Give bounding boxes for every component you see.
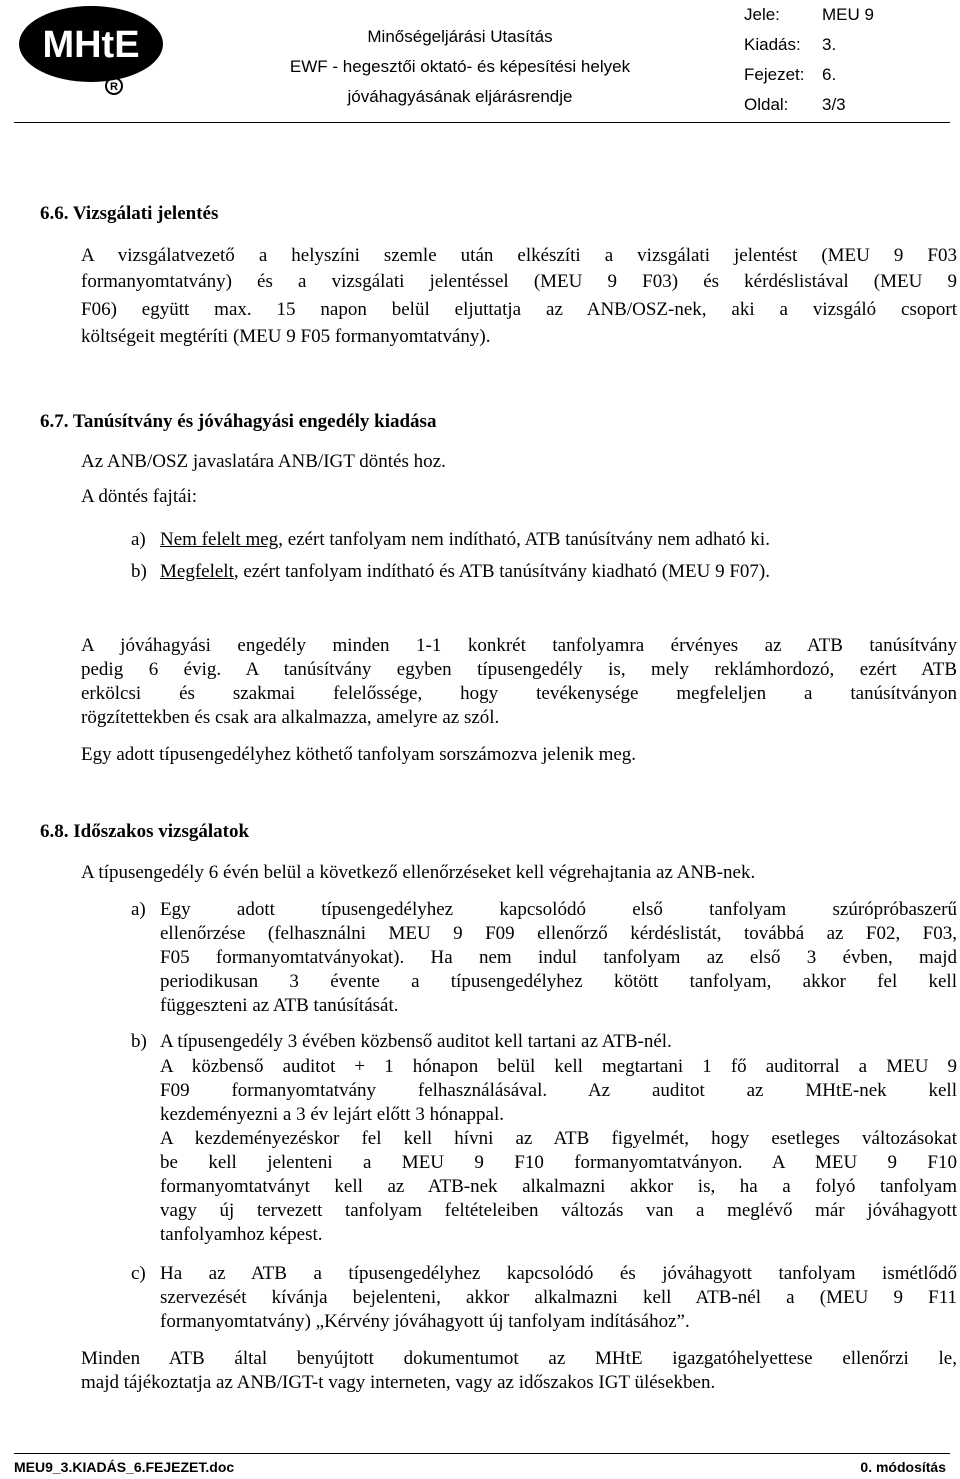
document-meta (744, 0, 874, 120)
list-item-line: tanfolyamhoz képest. (160, 1224, 323, 1245)
list-item-line: A kezdeményezéskor fel kell hívni az ATB figyelmét, hogy esetleges változásokat (160, 1128, 957, 1149)
title-line: EWF - hegesztői oktató- és képesítési helyek (289, 57, 631, 76)
list-item-line: formanyomtatvány) „Kérvény jóváhagyott új tanfolyam indításához”. (160, 1311, 690, 1332)
list-item-line: A közbenső auditot + 1 hónapon belül kell megtartani 1 fő auditorral a MEU 9 (160, 1056, 957, 1077)
paragraph-line: A típusengedély 6 évén belül a következő ellenőrzéseket kell végrehajtania az ANB-nek. (81, 862, 756, 883)
footer-revision: 0. módosítás (860, 1459, 946, 1475)
list-item-text: , ezért tanfolyam indítható és ATB tanúsítvány kiadható (MEU 9 F07). (233, 561, 770, 582)
meta-label: Jele: (744, 5, 780, 24)
paragraph-line: A vizsgálatvezető a helyszíni szemle után elkészíti a vizsgálati jelentést (MEU 9 F03 (81, 245, 957, 266)
meta-value: MEU 9 (822, 5, 874, 24)
list-label: c) (131, 1263, 146, 1284)
paragraph-line: rögzítettekben és csak ara alkalmazza, amelyre az szól. (81, 707, 500, 728)
paragraph-line: Minden ATB által benyújtott dokumentumot az MHtE igazgatóhelyettese ellenőrzi le, (81, 1348, 957, 1369)
list-item-line: formanyomtatványt kell az ATB-nek alkalmazni akkor is, ha a folyó tanfolyam (160, 1176, 957, 1197)
list-label: a) (131, 529, 146, 550)
underlined-text: Nem felelt meg (160, 529, 279, 550)
list-label: a) (131, 899, 146, 920)
list-item-line: kezdeményezni a 3 év lejárt előtt 3 hónappal. (160, 1104, 504, 1125)
meta-value: 6. (822, 65, 837, 84)
paragraph-line: pedig 6 évig. A tanúsítvány egyben típusengedély is, mely reklámhordozó, ezért ATB (81, 659, 957, 680)
list-item-line: Ha az ATB a típusengedélyhez kapcsolódó és jóváhagyott tanfolyam ismétlődő (160, 1263, 957, 1284)
list-label: b) (131, 561, 147, 582)
header-divider (14, 122, 950, 123)
document-title (250, 22, 670, 112)
section-heading-6-8: 6.8. Időszakos vizsgálatok (40, 821, 250, 842)
title-line: Minőségeljárási Utasítás (367, 27, 553, 46)
list-label: b) (131, 1031, 147, 1052)
svg-text:R: R (110, 81, 118, 93)
title-line: jóváhagyásának eljárásrendje (347, 87, 573, 106)
paragraph-line: Az ANB/OSZ javaslatára ANB/IGT döntés hoz. (81, 451, 446, 472)
paragraph-line: A döntés fajtái: (81, 486, 198, 507)
list-item-line: vagy új tervezett tanfolyam feltételeiben változás van a meglévő már jóváhagyott (160, 1200, 957, 1221)
footer-filename: MEU9_3.KIADÁS_6.FEJEZET.doc (14, 1459, 235, 1475)
list-item-text: , ezért tanfolyam nem indítható, ATB tanúsítvány nem adható ki. (278, 529, 770, 550)
list-item-line: F09 formanyomtatvány felhasználásával. Az auditot az MHtE-nek kell (160, 1080, 957, 1101)
meta-label: Fejezet: (744, 65, 805, 84)
svg-text:MHtE: MHtE (42, 24, 140, 66)
paragraph-line: erkölcsi és szakmai felelőssége, hogy tevékenysége megfeleljen a tanúsítványon (81, 683, 957, 704)
section-heading-6-7: 6.7. Tanúsítvány és jóváhagyási engedély kiadása (40, 411, 437, 432)
meta-label: Oldal: (744, 95, 789, 114)
list-item-line: F05 formanyomtatványokat). Ha nem indul tanfolyam az első 3 évben, majd (160, 947, 957, 968)
page-header (0, 0, 960, 124)
footer-divider (14, 1453, 950, 1454)
list-item-line: A típusengedély 3 évében közbenső auditot kell tartani az ATB-nél. (160, 1031, 672, 1052)
list-item-line: periodikusan 3 évente a típusengedélyhez kötött tanfolyam, akkor fel kell (160, 971, 957, 992)
list-item-line: ellenőrzése (felhasználni MEU 9 F09 ellenőrző kérdéslistát, továbbá az F02, F03, (160, 923, 957, 944)
paragraph-line: A jóváhagyási engedély minden 1-1 konkrét tanfolyamra érvényes az ATB tanúsítvány (81, 635, 957, 656)
paragraph-line: F06) együtt max. 15 napon belül eljuttatja az ANB/OSZ-nek, aki a vizsgáló csoport (81, 299, 957, 320)
mhte-logo (16, 4, 166, 96)
underlined-text: Megfelelt (160, 561, 234, 582)
meta-value: 3. (822, 35, 837, 54)
list-item (160, 560, 770, 584)
meta-value: 3/3 (822, 95, 846, 114)
paragraph-line: Egy adott típusengedélyhez köthető tanfolyam sorszámozva jelenik meg. (81, 744, 637, 765)
section-heading-6-6: 6.6. Vizsgálati jelentés (40, 203, 219, 224)
list-item-line: szervezését kívánja bejelenteni, akkor alkalmazni kell ATB-nél a (MEU 9 F11 (160, 1287, 957, 1308)
list-item-line: függeszteni az ATB tanúsítását. (160, 995, 399, 1016)
list-item-line: Egy adott típusengedélyhez kapcsolódó első tanfolyam szúrópróbaszerű (160, 899, 957, 920)
paragraph-line: formanyomtatvány) és a vizsgálati jelentéssel (MEU 9 F03) és kérdéslistával (MEU 9 (81, 271, 957, 292)
paragraph-line: költségeit megtéríti (MEU 9 F05 formanyomtatvány). (81, 326, 491, 347)
list-item-line: be kell jelenteni a MEU 9 F10 formanyomtatványon. A MEU 9 F10 (160, 1152, 957, 1173)
meta-label: Kiadás: (744, 35, 801, 54)
paragraph-line: majd tájékoztatja az ANB/IGT-t vagy interneten, vagy az időszakos IGT ülésekben. (81, 1372, 716, 1393)
list-item (160, 528, 770, 552)
